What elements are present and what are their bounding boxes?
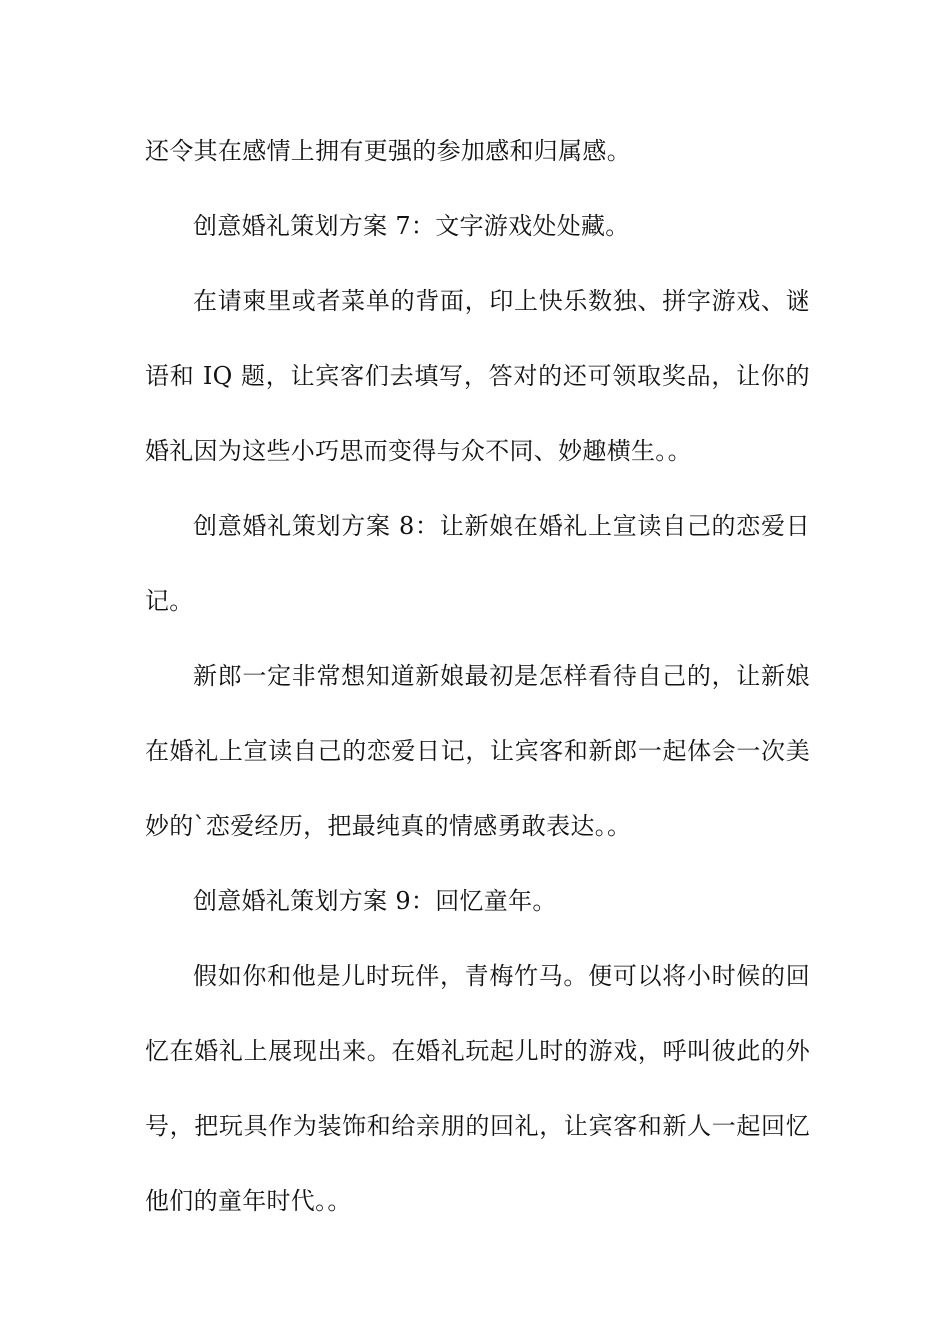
text-line: 在请柬里或者菜单的背面，印上快乐数独、拼字游戏、谜 bbox=[193, 287, 810, 315]
text-line: 新郎一定非常想知道新娘最初是怎样看待自己的，让新娘 bbox=[193, 662, 810, 690]
text-line: 记。 bbox=[145, 587, 194, 615]
heading-plan-9: 创意婚礼策划方案 9：回忆童年。 bbox=[193, 887, 557, 915]
text-line: 妙的`恋爱经历，把最纯真的情感勇敢表达。。 bbox=[145, 812, 632, 840]
text-line: 在婚礼上宣读自己的恋爱日记，让宾客和新郎一起体会一次美 bbox=[145, 737, 810, 765]
text-line: 语和 IQ 题，让宾客们去填写，答对的还可领取奖品，让你的 bbox=[145, 362, 810, 390]
heading-plan-7: 创意婚礼策划方案 7：文字游戏处处藏。 bbox=[193, 212, 630, 240]
heading-plan-8: 创意婚礼策划方案 8：让新娘在婚礼上宣读自己的恋爱日 bbox=[193, 512, 810, 540]
text-line: 婚礼因为这些小巧思而变得与众不同、妙趣横生。。 bbox=[145, 437, 692, 465]
text-line: 忆在婚礼上展现出来。在婚礼玩起儿时的游戏，呼叫彼此的外 bbox=[145, 1037, 810, 1065]
text-line: 假如你和他是儿时玩伴，青梅竹马。便可以将小时候的回 bbox=[193, 962, 810, 990]
text-line: 他们的童年时代。。 bbox=[145, 1187, 352, 1215]
text-line: 号，把玩具作为装饰和给亲朋的回礼，让宾客和新人一起回忆 bbox=[145, 1112, 810, 1140]
text-line: 还令其在感情上拥有更强的参加感和归属感。 bbox=[145, 137, 631, 165]
